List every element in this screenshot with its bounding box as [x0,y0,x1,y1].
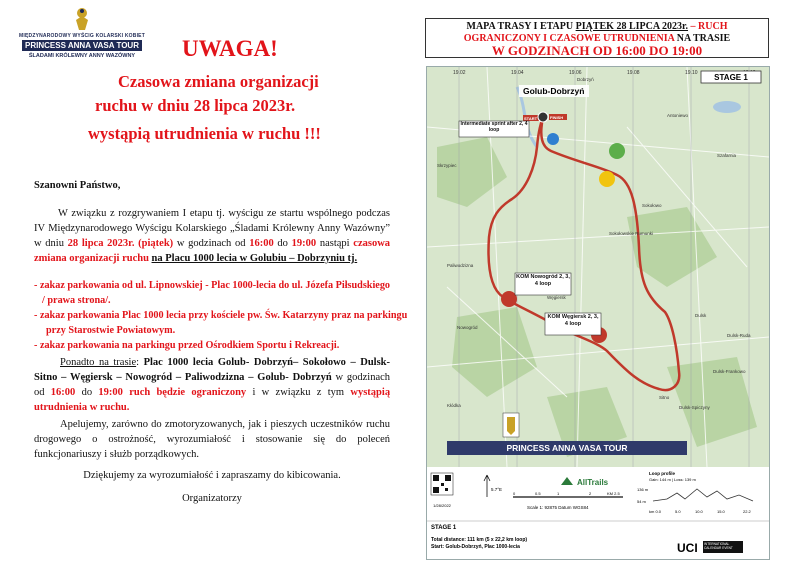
logo-line-2: PRINCESS ANNA VASA TOUR [22,40,142,51]
place-label: Antoniewo [667,113,689,118]
scale-tick: 0.5 [535,491,541,496]
place-label: Nowogród [457,325,478,330]
place-label: Kłódka [447,403,461,408]
p1-hours-prefix: w godzinach od [176,238,246,249]
tour-banner-text: PRINCESS ANNA VASA TOUR [506,443,628,453]
place-label: Dulsk-Ruda [727,333,751,338]
paragraph-2: Ponadto na trasie: Plac 1000 lecia Golub- Dobrzyń– Sokołowo – Dulsk- Sitno – Węgiersk – Nowogród – Paliwodzizna – Golub- Dobrzyń w godzinach od 16:00 do 19:00 ruch będzie ograniczony i w związku z tym wystąpią utrudnienia w ruchu. Apelujemy, zarówno do zmotoryzowanych, jak i pieszych uczestników ruchu drogowego o ostrożność, wyrozumiałość i stosowanie się do poleceń funkcjonariuszy i służb porządkowych. [34,357,391,460]
lat-tick: 19.10 [685,70,698,76]
p1-verb: nastąpi [319,238,350,249]
cyclist-logo-icon [70,6,94,32]
headline-2: ruchu w dniu 28 lipca 2023r. [95,96,296,115]
scale-tick: 0 [513,491,516,496]
p2-consequence: i w związku z tym [252,387,345,398]
p2-hours-prefix: w godzinach od [34,372,391,398]
greeting [34,178,390,193]
headline-3: wystąpią utrudnienia w ruchu !!! [88,124,321,143]
lake [713,101,741,113]
bullet-1-cont: / prawa strona/. [42,295,111,306]
logo-line-1: MIĘDZYNARODOWY WYŚCIG KOLARSKI KOBIET [19,33,145,39]
footer-start: Start: Golub-Dobrzyń, Plac 1000-lecia [431,544,520,550]
p2-route: Plac 1000 lecia Golub- Dobrzyń– Sokołowo – Dulsk- Sitno – Węgiersk – Nowogród – Paliwodzizna – Golub- Dobrzyń [34,357,390,383]
parking-restrictions [34,278,434,353]
p2-limited: ruch będzie ograniczony [129,387,247,398]
bullet-2-cont: przy Starostwie Powiatowym. [46,325,176,336]
lat-tick: 19.02 [453,70,466,76]
town-label: Golub-Dobrzyń [523,86,585,96]
p1-intro: W związku z rozgrywaniem I etapu tj. wyścigu ze startu wspólnego podczas IV Międzynarodowego Wyścigu Kolarskiego „Śladami Królewny Anny Wazówny” w dniu [34,208,390,249]
bullet-3: - zakaz parkowania na parkingu przed Ośrodkiem Sportu i Rekreacji. [34,340,340,351]
place-label: Sokołowskie Rumunki [609,231,654,236]
place-label: Dobrzyń [577,77,594,82]
map-date: 1/28/2022 [433,503,451,508]
scale-tick: 1 [557,491,560,496]
start-label: START [524,116,538,121]
profile-tick: 22.2 [743,509,751,514]
lat-tick: 19.06 [569,70,582,76]
place-label: Węgiersk [547,295,566,300]
warning-title: UWAGA! [182,36,278,61]
p1-date: 28 lipca 2023r. (piątek) [67,238,174,249]
profile-low: 54 m [637,499,646,504]
lat-tick: 19.04 [511,70,524,76]
declination: 5.7°E [491,487,503,492]
lat-tick: 19.08 [627,70,640,76]
profile-tick: 15.0 [717,509,725,514]
sprint-icon [547,133,559,145]
feed-zone-icon [599,171,615,187]
thanks-line: Dziękujemy za wyrozumiałość i zapraszamy do kibicowania. [83,470,341,481]
map-header-hours: W GODZINACH OD 16:00 DO 19:00 [491,43,703,58]
race-logo [18,6,146,66]
p1-change: czasowa zmiana organizacji ruchu [34,238,391,264]
uci-logo: UCI [677,541,698,555]
sprint-label: Intermediate sprint after 2, 4 loop [460,121,528,133]
recycle-icon [609,143,625,159]
scale-tick: 2 [589,491,592,496]
place-label: Dulsk [695,313,707,318]
profile-high: 136 m [637,487,649,492]
place-label: Dulsk-Frankowo [713,369,746,374]
place-label: Paliwodzizna [447,263,474,268]
p2-difficulty: wystąpią utrudnienia w ruchu. [34,387,391,413]
bullet-1: - zakaz parkowania od ul. Lipnowskiej - Plac 1000-lecia do ul. Józefa Piłsudskiego [34,280,391,291]
footer-distance: Total distance: 111 km (5 x 22,2 km loop) [431,537,528,543]
headline-1: Czasowa zmiana organizacji [118,72,319,91]
profile-tick: km 0.0 [649,509,662,514]
p1-hour-from: 16:00 [249,238,274,249]
p2-label: Ponadto na trasie [60,357,137,368]
paragraph-3: Apelujemy, zarówno do zmotoryzowanych, jak i pieszych uczestników ruchu drogowego o ostrożność, wyrozumiałość i stosowanie się do poleceń funkcjonariuszy i służb porządkowych. [34,419,390,460]
map-header [425,18,769,58]
map-header-on-route: NA TRASIE [676,33,731,44]
place-label: Sokołowo [642,203,662,208]
paragraph-1 [34,206,390,266]
greeting-text: Szanowni Państwo, [34,180,121,191]
place-label: Szafarnia [717,153,737,158]
profile-title: Loop profile [649,471,675,476]
place-label: Dulsk-Spiczyny [679,405,710,410]
map-header-restricted: OGRANICZONY I CZASOWE UTRUDNIENIA [463,33,675,44]
kom-nowogrod-label: KOM Nowogród 2, 3, 4 loop [516,274,570,287]
finish-label: FINISH [550,115,564,120]
uci-subtitle: INTERNATIONAL CALENDAR EVENT [704,542,733,550]
bullet-2: - zakaz parkowania Plac 1000 lecia przy kościele pw. Św. Katarzyny praz na parkingu [34,310,408,321]
logo-line-3: ŚLADAMI KRÓLEWNY ANNY WAZÓWNY [28,53,136,59]
place-label: Sitno [659,395,670,400]
scale-text: Scale 1: 92875 Datum WGS84 [527,505,589,510]
kom-wegiersk-label: KOM Węgiersk 2, 3, 4 loop [547,314,599,327]
p2-hour-to: 19:00 [98,387,123,398]
map-header-date: PIĄTEK 28 LIPCA 2023r. [575,21,689,32]
route-map [426,66,770,560]
p2-hour-from: 16:00 [50,387,76,398]
kom-nowogrod-icon [501,291,517,307]
profile-tick: 10.0 [695,509,703,514]
stage-badge-text: STAGE 1 [714,73,748,82]
profile-tick: 5.0 [675,509,681,514]
p2-to-word: do [81,387,93,398]
p1-hour-to: 19:00 [291,238,317,249]
finish-flag-icon [538,112,548,122]
place-label: Skrzypiec [437,163,457,168]
alltrails-logo: AllTrails [577,478,609,487]
footer-stage: STAGE 1 [431,525,457,531]
map-header-dash: – RUCH [690,21,728,32]
p1-place: na Placu 1000 lecia w Golubiu – Dobrzyniu tj. [151,253,358,264]
map-header-line1: MAPA TRASY I ETAPU [466,21,574,32]
signature: Organizatorzy [182,493,242,504]
profile-gain: Gain: 144 m | Loss: 139 m [649,477,696,482]
scale-tick: KM 2.5 [607,491,620,496]
p1-to-word: do [277,238,288,249]
